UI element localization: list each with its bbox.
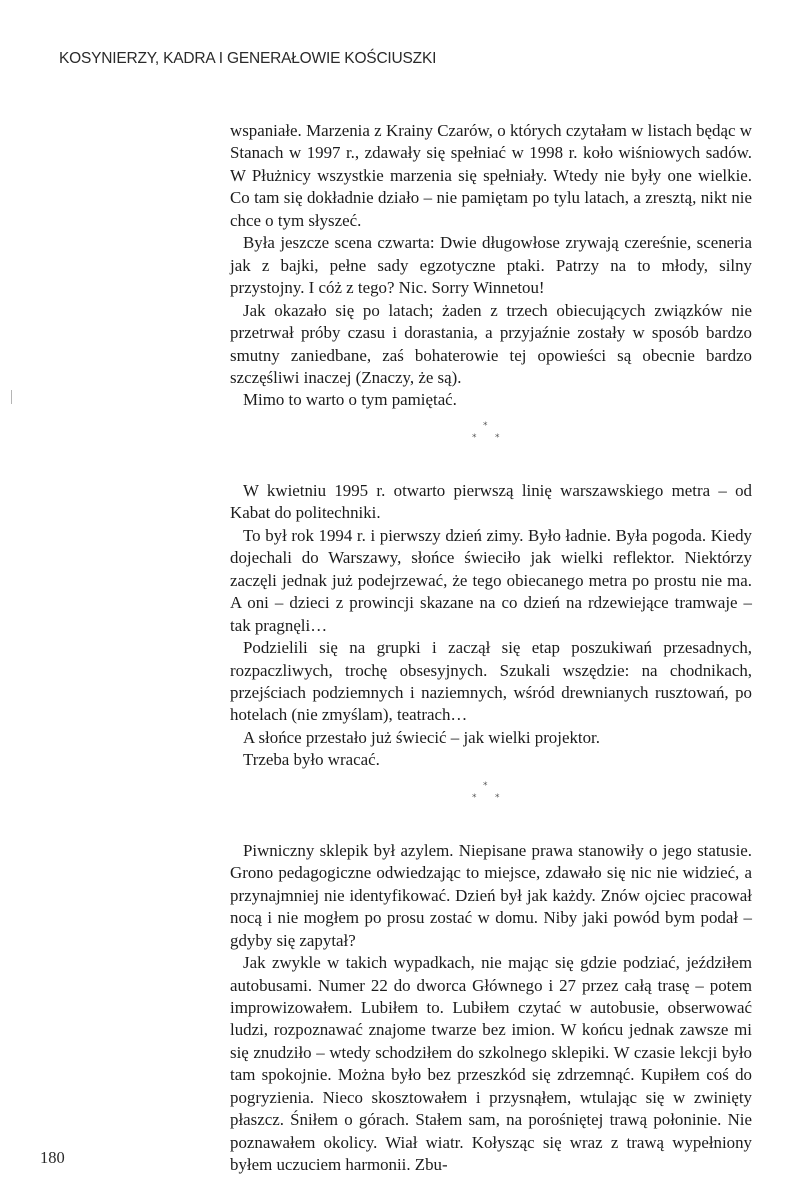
paragraph: Mimo to warto o tym pamiętać. [243,390,457,410]
paragraph: wspaniałe. Marzenia z Krainy Czarów, o których czytałam w listach będąc w Stanach w 1997 r., zdawały się spełniać w 1998 r. koło wiśniowych sadów. W Płużnicy wszystkie marzenia się spełniały. Wtedy nie były one wielkie. Co tam się dokładnie działo – nie pamiętam po tylu latach, a zresztą, nikt nie chce o tym słyszeć. [230,121,752,230]
paragraph: Była jeszcze scena czwarta: Dwie długowłose zrywają czereśnie, sceneria jak z bajki, pełne sady egzotyczne ptaki. Patrzy na to młody, silny przystojny. I cóż z tego? Nic. Sorry Winnetou! [230,233,752,298]
section-separator [230,772,752,840]
asterisk-glyph: * [483,780,488,791]
asterisk-glyph: * [495,792,500,803]
section-separator [230,412,752,480]
paragraph: Podzielili się na grupki i zaczął się etap poszukiwań przesadnych, rozpaczliwych, trochę obsesyjnych. Szukali wszędzie: na chodnikach, przejściach podziemnych i naziemnych, wśród drewnianych rusztowań, po hotelach (nie zmyślam), teatrach… [230,638,752,725]
paragraph: Trzeba było wracać. [243,750,380,770]
asterisk-glyph: * [483,420,488,431]
running-head: KOSYNIERZY, KADRA I GENERAŁOWIE KOŚCIUSZKI [59,50,437,67]
asterisk-glyph: * [472,792,477,803]
paragraph: Jak okazało się po latach; żaden z trzech obiecujących związków nie przetrwał próby czasu i dorastania, a przyjaźnie zostały w sposób bardzo smutny zaniedbane, zaś bohaterowie tej opowieści są obecnie bardzo szczęśliwi inaczej (Znaczy, że są). [230,300,752,387]
page-number: 180 [40,1148,65,1167]
margin-mark [11,390,12,404]
asterisk-glyph: * [495,432,500,443]
paragraph: Piwniczny sklepik był azylem. Niepisane prawa stanowiły o jego statusie. Grono pedagogiczne odwiedzając to miejsce, zdawało się nic nie widzieć, a przynajmniej nie identyfikować. Dzień był jak każdy. Znów ojciec pracował nocą i nie mogłem po prosu zostać w domu. Niby jaki powód bym podał – gdyby się zapytał? [230,840,752,950]
paragraph: To był rok 1994 r. i pierwszy dzień zimy. Było ładnie. Była pogoda. Kiedy dojechali do Warszawy, słońce świeciło jak wielki reflektor. Niektórzy zaczęli jednak już podejrzewać, że tego obiecanego metra po prostu nie ma. A oni – dzieci z prowincji skazane na co dzień na rdzewiejące tramwaje – tak pragnęli… [230,525,752,635]
asterism [468,782,510,812]
paragraph: Jak zwykle w takich wypadkach, nie mając się gdzie podziać, jeździłem autobusami. Numer 22 do dworca Głównego i 27 przez całą trasę – potem improwizowałem. Lubiłem to. Lubiłem czytać w autobusie, obserwować ludzi, rozpoznawać znajome twarze bez imion. W końcu jednak zawsze mi się znudziło – wtedy schodziłem do szkolnego sklepiki. W czasie lekcji było tam spokojnie. Można było bez przeszkód się zdrzemnąć. Kupiłem coś do pogryzienia. Nieco skosztowałem i przysnąłem, wtulając się w zwinięty płaszcz. Śniłem o górach. Stałem sam, na porośniętej trawą połoninie. Nie poznawałem okolicy. Wiał wiatr. Kołysząc się wraz z trawą wypełniony byłem uczuciem harmonii. Zbu- [230,953,752,1175]
asterism [468,422,510,452]
paragraph: A słońce przestało już świecić – jak wielki projektor. [243,727,600,747]
body-text [230,120,752,1177]
asterisk-glyph: * [472,432,477,443]
paragraph: W kwietniu 1995 r. otwarto pierwszą linię warszawskiego metra – od Kabat do politechniki. [230,480,752,523]
